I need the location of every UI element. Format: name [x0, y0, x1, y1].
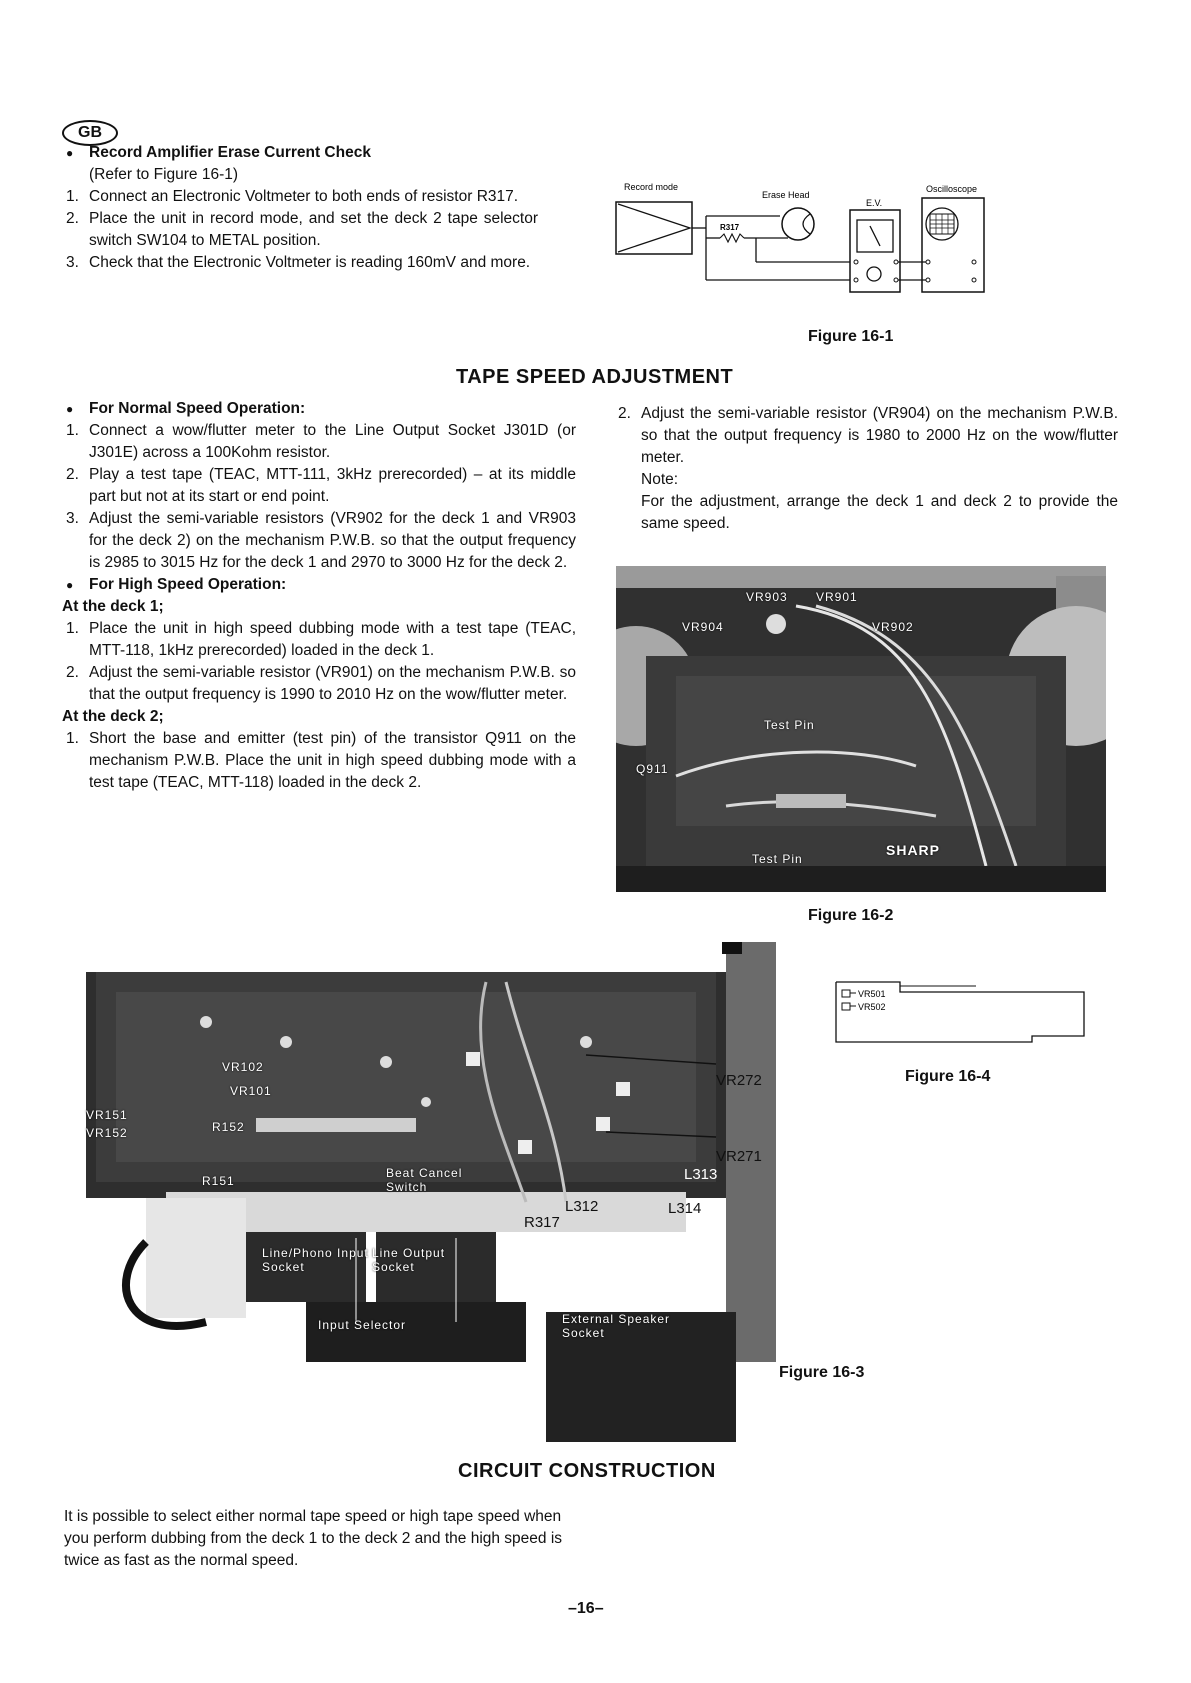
photo-label-beat-cancel-switch: Beat Cancel Switch [386, 1166, 463, 1194]
gb-logo: GB [62, 120, 118, 146]
photo-label-external-speaker-socket: External Speaker Socket [562, 1312, 671, 1340]
vr501-label: VR501 [858, 989, 886, 999]
photo-label-vr102: VR102 [222, 1060, 264, 1074]
figure-16-4-caption: Figure 16-4 [905, 1068, 991, 1085]
label-r317: R317 [524, 1214, 560, 1231]
erase-check-ref: (Refer to Figure 16-1) [89, 166, 239, 183]
photo-label-vr901: VR901 [816, 590, 858, 604]
label-vr272: VR272 [716, 1072, 762, 1089]
list-item: 2. Adjust the semi-variable resistor (VR901) on the mechanism P.W.B. so that the output frequency is 1990 to 2010 Hz on the wow/flutter meter. [66, 664, 576, 703]
deck1-steps [62, 618, 576, 706]
figure-16-4-diagram [834, 980, 1086, 1050]
figure-16-1-caption: Figure 16-1 [808, 328, 894, 345]
note-text: For the adjustment, arrange the deck 1 and deck 2 to provide the same speed. [641, 493, 1118, 532]
figure-16-2-graphic [616, 566, 1106, 892]
photo-label-line-phono-input-socket: Line/Phono Input Socket [262, 1246, 369, 1274]
list-item: 2. Place the unit in record mode, and set the deck 2 tape selector switch SW104 to METAL position. [66, 210, 538, 249]
erase-head-label: Erase Head [762, 190, 810, 200]
tape-speed-heading: TAPE SPEED ADJUSTMENT [456, 366, 734, 388]
list-item: 2. Play a test tape (TEAC, MTT-111, 3kHz prerecorded) – at its middle part but not at its start or end point. [66, 466, 576, 505]
figure-16-2-photo [616, 566, 1106, 892]
erase-check-steps [62, 186, 538, 274]
deck2-steps [62, 728, 576, 794]
erase-check-section [62, 142, 538, 274]
list-item: 1. Place the unit in high speed dubbing mode with a test tape (TEAC, MTT-118, 1kHz prerecorded) loaded in the deck 1. [66, 620, 576, 659]
list-item: 2. Adjust the semi-variable resistor (VR904) on the mechanism P.W.B. so that the output frequency is 1980 to 2000 Hz on the wow/flutter meter. [618, 405, 1118, 466]
figure-16-2-caption: Figure 16-2 [808, 907, 894, 924]
tape-speed-left-column [62, 398, 576, 794]
photo-label-r151: R151 [202, 1174, 235, 1188]
r317-label: R317 [720, 223, 740, 232]
high-speed-title: ● For High Speed Operation: [62, 574, 576, 596]
vr502-label: VR502 [858, 1002, 886, 1012]
ev-label: E.V. [866, 198, 883, 208]
oscilloscope-label: Oscilloscope [926, 184, 978, 194]
photo-label-r152: R152 [212, 1120, 245, 1134]
erase-check-title: ● Record Amplifier Erase Current Check [62, 142, 538, 164]
page-number: –16– [568, 1600, 604, 1617]
photo-label-input-selector: Input Selector [318, 1318, 407, 1332]
photo-label-vr101: VR101 [230, 1084, 272, 1098]
photo-label-sharp: SHARP [886, 842, 941, 858]
photo-label-test-pin-2: Test Pin [752, 852, 803, 866]
circuit-construction-text: It is possible to select either normal tape speed or high tape speed when you perform dubbing from the deck 1 to the deck 2 and the high speed is twice as fast as the normal speed. [64, 1508, 563, 1569]
label-l313: L313 [684, 1166, 718, 1183]
list-item: 3. Check that the Electronic Voltmeter is reading 160mV and more. [66, 254, 531, 271]
deck2-steps-continued [614, 403, 1118, 469]
label-l312: L312 [565, 1198, 599, 1215]
normal-speed-steps [62, 420, 576, 574]
amplifier-symbol [618, 204, 690, 252]
normal-speed-title: ● For Normal Speed Operation: [62, 398, 576, 420]
photo-label-line-output-socket: Line Output Socket [372, 1246, 446, 1274]
deck2-label: At the deck 2; [62, 708, 164, 725]
tape-speed-right-column [614, 403, 1118, 535]
photo-label-q911: Q911 [636, 762, 669, 776]
figure-16-3-caption: Figure 16-3 [779, 1364, 865, 1381]
label-vr271: VR271 [716, 1148, 762, 1165]
label-l314: L314 [668, 1200, 702, 1217]
erase-head-symbol [782, 208, 814, 240]
figure-16-1-diagram [610, 180, 1000, 320]
record-mode-label: Record mode [624, 182, 679, 192]
list-item: 1. Connect a wow/flutter meter to the Line Output Socket J301D (or J301E) across a 100Kohm resistor. [66, 422, 576, 461]
list-item: 1. Connect an Electronic Voltmeter to both ends of resistor R317. [66, 188, 519, 205]
deck1-label: At the deck 1; [62, 598, 164, 615]
note-label: Note: [641, 471, 679, 488]
circuit-construction-heading: CIRCUIT CONSTRUCTION [458, 1460, 716, 1482]
list-item: 3. Adjust the semi-variable resistors (VR902 for the deck 1 and VR903 for the deck 2) on the mechanism P.W.B. so that the output frequency is 2985 to 3015 Hz for the deck 1 and 2970 to 3000 Hz for the deck 2. [66, 510, 576, 571]
photo-label-test-pin-1: Test Pin [764, 718, 815, 732]
photo-label-vr151: VR151 [86, 1108, 128, 1122]
amplifier-box [616, 202, 692, 254]
photo-label-vr902: VR902 [872, 620, 914, 634]
photo-label-vr152: VR152 [86, 1126, 128, 1140]
photo-label-vr904: VR904 [682, 620, 724, 634]
figure-16-3-photo [86, 942, 776, 1460]
resistor-r317 [720, 234, 744, 242]
list-item: 1. Short the base and emitter (test pin) of the transistor Q911 on the mechanism P.W.B. Place the unit in high speed dubbing mode with a test tape (TEAC, MTT-118) loaded in the deck 2. [66, 730, 576, 791]
photo-label-vr903: VR903 [746, 590, 788, 604]
